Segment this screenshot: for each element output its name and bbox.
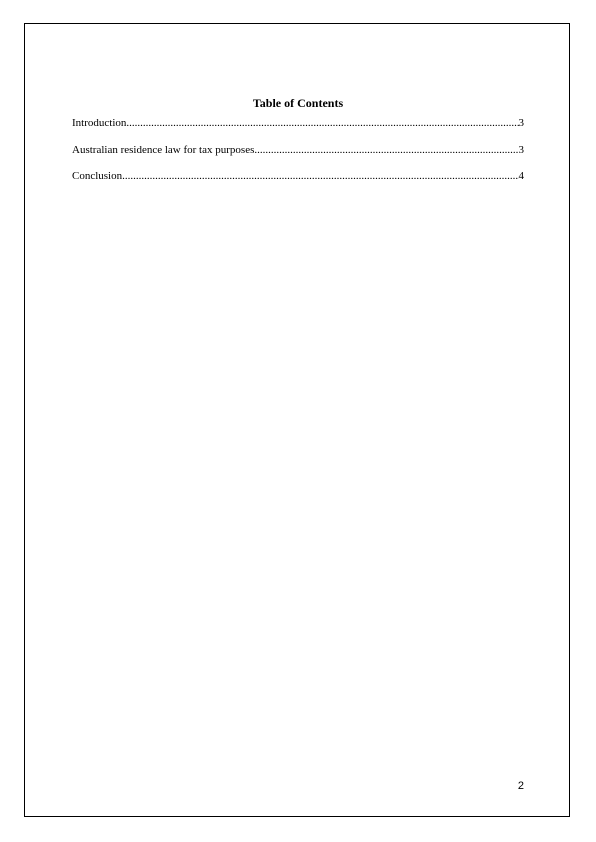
toc-entry-australian-residence-law[interactable] (72, 143, 524, 157)
toc-entry-page-number[interactable]: 3 (518, 143, 524, 156)
toc-title: Table of Contents (252, 96, 344, 110)
footer-page-number: 2 (517, 780, 524, 792)
toc-entry-page-number[interactable]: 4 (518, 170, 524, 182)
toc-entry-page-number[interactable]: 3 (518, 117, 524, 129)
toc-dot-leader (126, 116, 518, 130)
toc-entry-conclusion[interactable] (72, 169, 524, 183)
toc-entry-label[interactable]: Australian residence law for tax purposes (72, 143, 255, 156)
table-of-contents (72, 116, 524, 196)
toc-entry-label[interactable]: Conclusion (72, 170, 123, 182)
toc-entry-label[interactable]: Introduction (72, 117, 127, 129)
toc-dot-leader (254, 143, 518, 157)
toc-entry-introduction[interactable] (72, 116, 524, 130)
toc-dot-leader (122, 169, 518, 183)
